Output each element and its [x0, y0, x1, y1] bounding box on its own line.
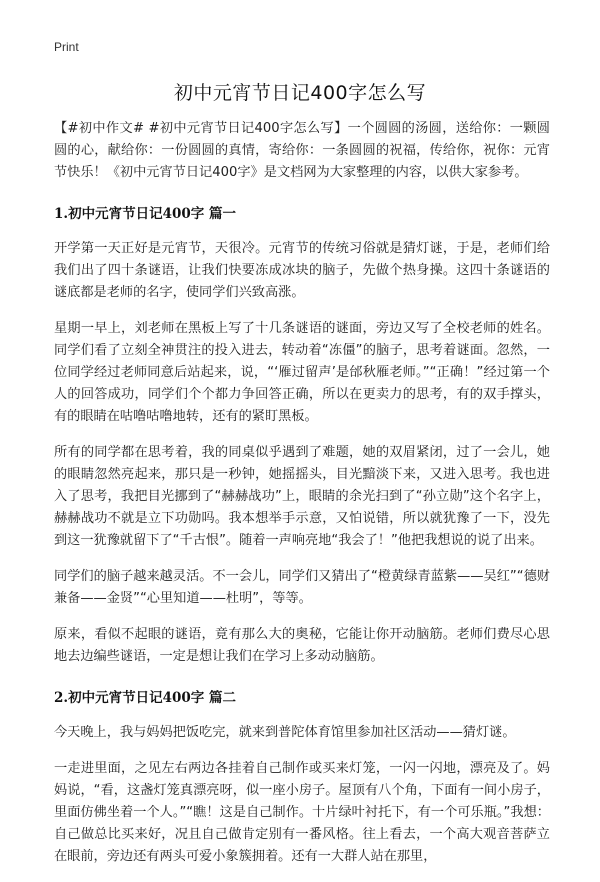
section1-paragraph-5: 原来，看似不起眼的谜语，竟有那么大的奥秘，它能让你开动脑筋。老师们费尽心思地去边编些谜语，一定是想让我们在学习上多动动脑筋。	[54, 627, 550, 664]
section1-paragraph-1: 开学第一天正好是元宵节，天很冷。元宵节的传统习俗就是猜灯谜，于是，老师们给我们出了四十条谜语，让我们快要冻成冰块的脑子，先做个热身操。这四十条谜语的谜底都是老师的名字，使同学们兴致高涨。	[54, 241, 550, 300]
section2-paragraph-2: 一走进里面，之见左右两边各挂着自己制作或买来灯笼，一闪一闪地，漂亮及了。妈妈说，“看，这盏灯笼真漂亮呀，似一座小房子。屋顶有八个角，下面有一间小房子，里面仿佛坐着一个人。”“瞧！这是自己制作。十片绿叶衬托下，有一个可乐瓶。”我想：自己做总比买来好，况且自己做肯定别有一番风格。往上看去，一个高大观音菩萨立在眼前，旁边还有两头可爱小象簇拥着。还有一大群人站在那里，	[54, 761, 550, 864]
section1-paragraph-4: 同学们的脑子越来越灵活。不一会儿，同学们又猜出了“橙黄绿青蓝紫——吴红”“德财兼备——金贤”“心里知道——杜明”，等等。	[54, 569, 550, 606]
section1-paragraph-3: 所有的同学都在思考着，我的同桌似乎遇到了难题，她的双眉紧闭，过了一会儿，她的眼睛忽然亮起来，那只是一秒钟，她摇摇头，目光黯淡下来，又进入思考。我也进入了思考，我把目光挪到了“赫赫战功”上，眼睛的余光扫到了“孙立勋”这个名字上，赫赫战功不就是立下功勋吗。我本想举手示意，又怕说错，所以就犹豫了一下，没先到这一犹豫就留下了“千古恨”。随着一声响亮地“我会了！”他把我想说的说了出来。	[54, 445, 550, 548]
page-title: 初中元宵节日记400字怎么写	[173, 82, 427, 104]
print-label[interactable]: Print	[54, 40, 79, 54]
section2-paragraph-1: 今天晚上，我与妈妈把饭吃完，就来到普陀体育馆里参加社区活动——猜灯谜。	[54, 725, 516, 740]
section-heading-1: 1.初中元宵节日记400字 篇一	[54, 206, 236, 222]
section-heading-2: 2.初中元宵节日记400字 篇二	[54, 690, 236, 706]
intro-paragraph: 【#初中作文# #初中元宵节日记400字怎么写】一个圆圆的汤圆，送给你：一颗圆圆的心，献给你：一份圆圆的真情，寄给你：一条圆圆的祝福，传给你，祝你：元宵节快乐！《初中元宵节日记400字》是文档网为大家整理的内容，以供大家参考。	[54, 121, 550, 180]
section1-paragraph-2: 星期一早上，刘老师在黑板上写了十几条谜语的谜面，旁边又写了全校老师的姓名。同学们看了立刻全神贯注的投入进去，转动着“冻僵”的脑子，思考着谜面。忽然，一位同学经过老师同意后站起来，说，“‘雁过留声’是邰秋雁老师。”“正确！”经过第一个人的回答成功，同学们个个都力争回答正确，所以在更卖力的思考，有的双手撑头，有的眼睛在咕噜咕噜地转，还有的紧盯黑板。	[54, 321, 550, 424]
article-body	[54, 118, 550, 882]
